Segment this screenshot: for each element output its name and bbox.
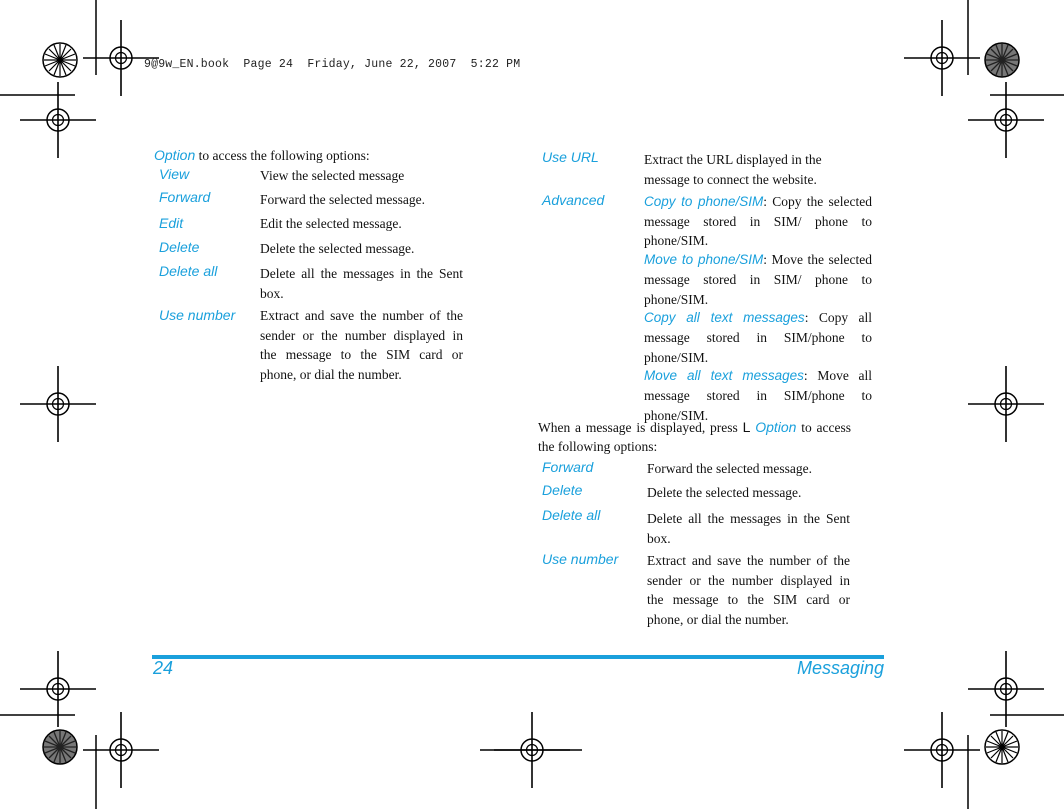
term-edit: Edit: [159, 215, 184, 231]
option-key-label: Option: [154, 147, 196, 163]
term-use-url: Use URL: [542, 149, 599, 165]
advanced-move-all-text-messages: Move all text messages: Move all message stored in SIM/phone to phone/SIM.: [644, 368, 872, 423]
advanced-copy-all-text-messages: Copy all text messages: Copy all message stored in SIM/phone to phone/SIM.: [644, 310, 873, 365]
page-number: 24: [153, 658, 174, 678]
desc-use-url: Extract the URL displayed in the message to connect the website.: [644, 152, 822, 187]
left-intro: Option to access the following options:: [154, 147, 370, 163]
term-delete: Delete: [159, 239, 200, 255]
left-softkey-icon: L: [742, 419, 751, 435]
term-advanced: Advanced: [542, 192, 605, 208]
term-forward: Forward: [542, 459, 594, 475]
advanced-copy-to-phone-sim: Copy to phone/SIM: Copy the selected message stored in SIM/ phone to phone/SIM.: [644, 194, 872, 249]
desc-forward: Forward the selected message.: [647, 461, 812, 476]
desc-delete: Delete the selected message.: [647, 485, 802, 500]
advanced-move-to-phone-sim: Move to phone/SIM: Move the selected message stored in SIM/ phone to phone/SIM.: [644, 252, 872, 307]
term-use-number: Use number: [542, 551, 619, 567]
desc-delete-all: Delete all the messages in the Sent box.: [647, 511, 850, 546]
desc-view: View the selected message: [260, 168, 405, 183]
right-intro: When a message is displayed, press L Option to access the following options:: [538, 419, 852, 454]
term-delete-all: Delete all: [159, 263, 218, 279]
term-delete-all: Delete all: [542, 507, 601, 523]
desc-delete-all: Delete all the messages in the Sent box.: [260, 266, 463, 301]
desc-use-number: Extract and save the number of the sender or the number displayed in the message to the SIM card or phone, or dial the number.: [647, 553, 850, 628]
term-delete: Delete: [542, 482, 583, 498]
footer-rule: [152, 655, 884, 659]
option-key-label: Option: [755, 419, 797, 435]
desc-use-number: Extract and save the number of the sender or the number displayed in the message to the SIM card or phone, or dial the number.: [260, 308, 463, 383]
desc-delete: Delete the selected message.: [260, 241, 415, 256]
term-use-number: Use number: [159, 307, 236, 323]
term-forward: Forward: [159, 189, 211, 205]
print-header: 9@9w_EN.book Page 24 Friday, June 22, 2007 5:22 PM: [144, 58, 521, 71]
desc-edit: Edit the selected message.: [260, 216, 402, 231]
desc-forward: Forward the selected message.: [260, 192, 425, 207]
section-title: Messaging: [796, 658, 884, 678]
term-view: View: [159, 166, 190, 182]
advanced-submenu: [644, 192, 872, 425]
